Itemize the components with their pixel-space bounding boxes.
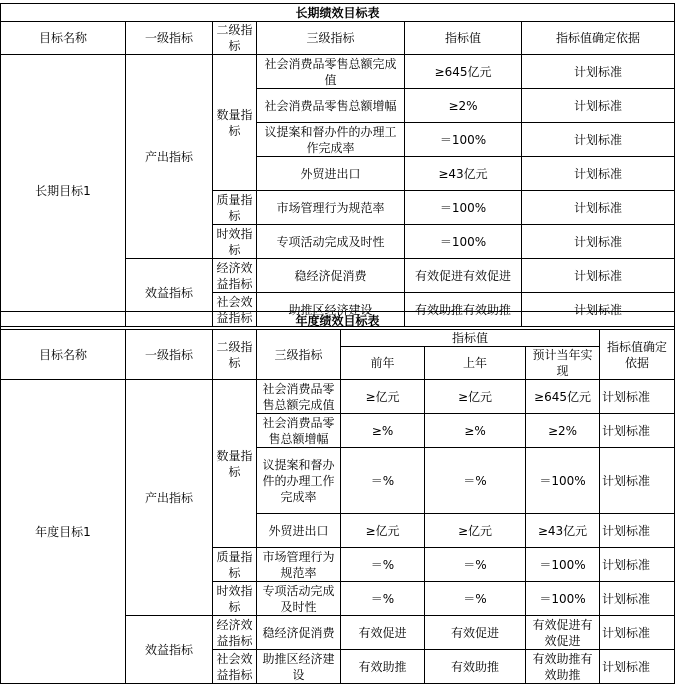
header-last-year: 上年 — [425, 347, 526, 380]
basis-cell: 计划标准 — [600, 650, 675, 684]
level2-cell: 时效指标 — [213, 225, 257, 259]
level1-cell: 效益指标 — [126, 616, 213, 684]
level2-cell: 数量指标 — [213, 380, 257, 548]
basis-cell: 计划标准 — [600, 414, 675, 448]
value-cell: ＝100% — [526, 548, 600, 582]
level3-cell: 助推区经济建设 — [257, 650, 341, 684]
value-cell: ＝% — [341, 448, 425, 514]
value-cell: 有效助推有效助推 — [526, 650, 600, 684]
basis-cell: 计划标准 — [522, 123, 675, 157]
level3-cell: 社会消费品零售总额完成值 — [257, 55, 405, 89]
basis-cell: 计划标准 — [600, 582, 675, 616]
level3-cell: 外贸进出口 — [257, 514, 341, 548]
header-year-before-last: 前年 — [341, 347, 425, 380]
value-cell: 有效促进有效促进 — [405, 259, 522, 293]
header-level1: 一级指标 — [126, 22, 213, 55]
level2-cell: 质量指标 — [213, 548, 257, 582]
value-cell: ≥亿元 — [425, 514, 526, 548]
level2-cell: 经济效益指标 — [213, 259, 257, 293]
basis-cell: 计划标准 — [522, 157, 675, 191]
level2-cell: 质量指标 — [213, 191, 257, 225]
header-level1: 一级指标 — [126, 330, 213, 380]
value-cell: ≥645亿元 — [405, 55, 522, 89]
header-basis: 指标值确定依据 — [600, 330, 675, 380]
level3-cell: 专项活动完成及时性 — [257, 582, 341, 616]
value-cell: ＝% — [425, 448, 526, 514]
value-cell: ＝100% — [405, 123, 522, 157]
value-cell: ＝100% — [526, 582, 600, 616]
header-level2: 二级指标 — [213, 330, 257, 380]
level3-cell: 社会消费品零售总额增幅 — [257, 89, 405, 123]
level3-cell: 议提案和督办件的办理工作完成率 — [257, 123, 405, 157]
value-cell: ≥2% — [526, 414, 600, 448]
value-cell: ＝% — [341, 548, 425, 582]
value-cell: ≥2% — [405, 89, 522, 123]
value-cell: ＝100% — [405, 225, 522, 259]
header-target-name: 目标名称 — [1, 330, 126, 380]
header-value: 指标值 — [341, 330, 600, 347]
level3-cell: 市场管理行为规范率 — [257, 548, 341, 582]
level3-cell: 稳经济促消费 — [257, 616, 341, 650]
header-level3: 三级指标 — [257, 330, 341, 380]
value-cell: ≥43亿元 — [526, 514, 600, 548]
long-term-title: 长期绩效目标表 — [1, 4, 675, 22]
level3-cell: 专项活动完成及时性 — [257, 225, 405, 259]
level2-cell: 社会效益指标 — [213, 650, 257, 684]
target-name-cell: 年度目标1 — [1, 380, 126, 684]
level3-cell: 外贸进出口 — [257, 157, 405, 191]
level3-cell: 稳经济促消费 — [257, 259, 405, 293]
level2-cell: 经济效益指标 — [213, 616, 257, 650]
basis-cell: 计划标准 — [522, 293, 675, 327]
basis-cell: 计划标准 — [522, 55, 675, 89]
annual-table — [0, 311, 675, 684]
basis-cell: 计划标准 — [600, 548, 675, 582]
value-cell: ≥亿元 — [425, 380, 526, 414]
header-basis: 指标值确定依据 — [522, 22, 675, 55]
value-cell: ＝100% — [526, 448, 600, 514]
level3-cell: 市场管理行为规范率 — [257, 191, 405, 225]
level3-cell: 议提案和督办件的办理工作完成率 — [257, 448, 341, 514]
header-level2: 二级指标 — [213, 22, 257, 55]
level3-cell: 社会消费品零售总额增幅 — [257, 414, 341, 448]
value-cell: 有效助推 — [425, 650, 526, 684]
value-cell: ≥% — [425, 414, 526, 448]
value-cell: 有效促进有效促进 — [526, 616, 600, 650]
basis-cell: 计划标准 — [600, 616, 675, 650]
value-cell: ≥645亿元 — [526, 380, 600, 414]
header-value: 指标值 — [405, 22, 522, 55]
value-cell: 有效促进 — [425, 616, 526, 650]
long-term-table — [0, 3, 675, 327]
level1-cell: 产出指标 — [126, 380, 213, 616]
level2-cell: 社会效益指标 — [213, 293, 257, 327]
basis-cell: 计划标准 — [522, 225, 675, 259]
value-cell: 有效助推 — [341, 650, 425, 684]
level3-cell: 助推区经济建设 — [257, 293, 405, 327]
value-cell: ≥% — [341, 414, 425, 448]
header-target-name: 目标名称 — [1, 22, 126, 55]
value-cell: 有效助推有效助推 — [405, 293, 522, 327]
value-cell: 有效促进 — [341, 616, 425, 650]
basis-cell: 计划标准 — [600, 448, 675, 514]
value-cell: ＝100% — [405, 191, 522, 225]
header-current-year: 预计当年实现 — [526, 347, 600, 380]
level1-cell: 效益指标 — [126, 259, 213, 327]
header-level3: 三级指标 — [257, 22, 405, 55]
value-cell: ≥亿元 — [341, 380, 425, 414]
value-cell: ＝% — [341, 582, 425, 616]
annual-title: 年度绩效目标表 — [1, 312, 675, 330]
level2-cell: 数量指标 — [213, 55, 257, 191]
target-name-cell: 长期目标1 — [1, 55, 126, 327]
level1-cell: 产出指标 — [126, 55, 213, 259]
basis-cell: 计划标准 — [600, 380, 675, 414]
basis-cell: 计划标准 — [600, 514, 675, 548]
value-cell: ≥亿元 — [341, 514, 425, 548]
level3-cell: 社会消费品零售总额完成值 — [257, 380, 341, 414]
basis-cell: 计划标准 — [522, 89, 675, 123]
value-cell: ＝% — [425, 548, 526, 582]
value-cell: ≥43亿元 — [405, 157, 522, 191]
value-cell: ＝% — [425, 582, 526, 616]
basis-cell: 计划标准 — [522, 259, 675, 293]
level2-cell: 时效指标 — [213, 582, 257, 616]
basis-cell: 计划标准 — [522, 191, 675, 225]
